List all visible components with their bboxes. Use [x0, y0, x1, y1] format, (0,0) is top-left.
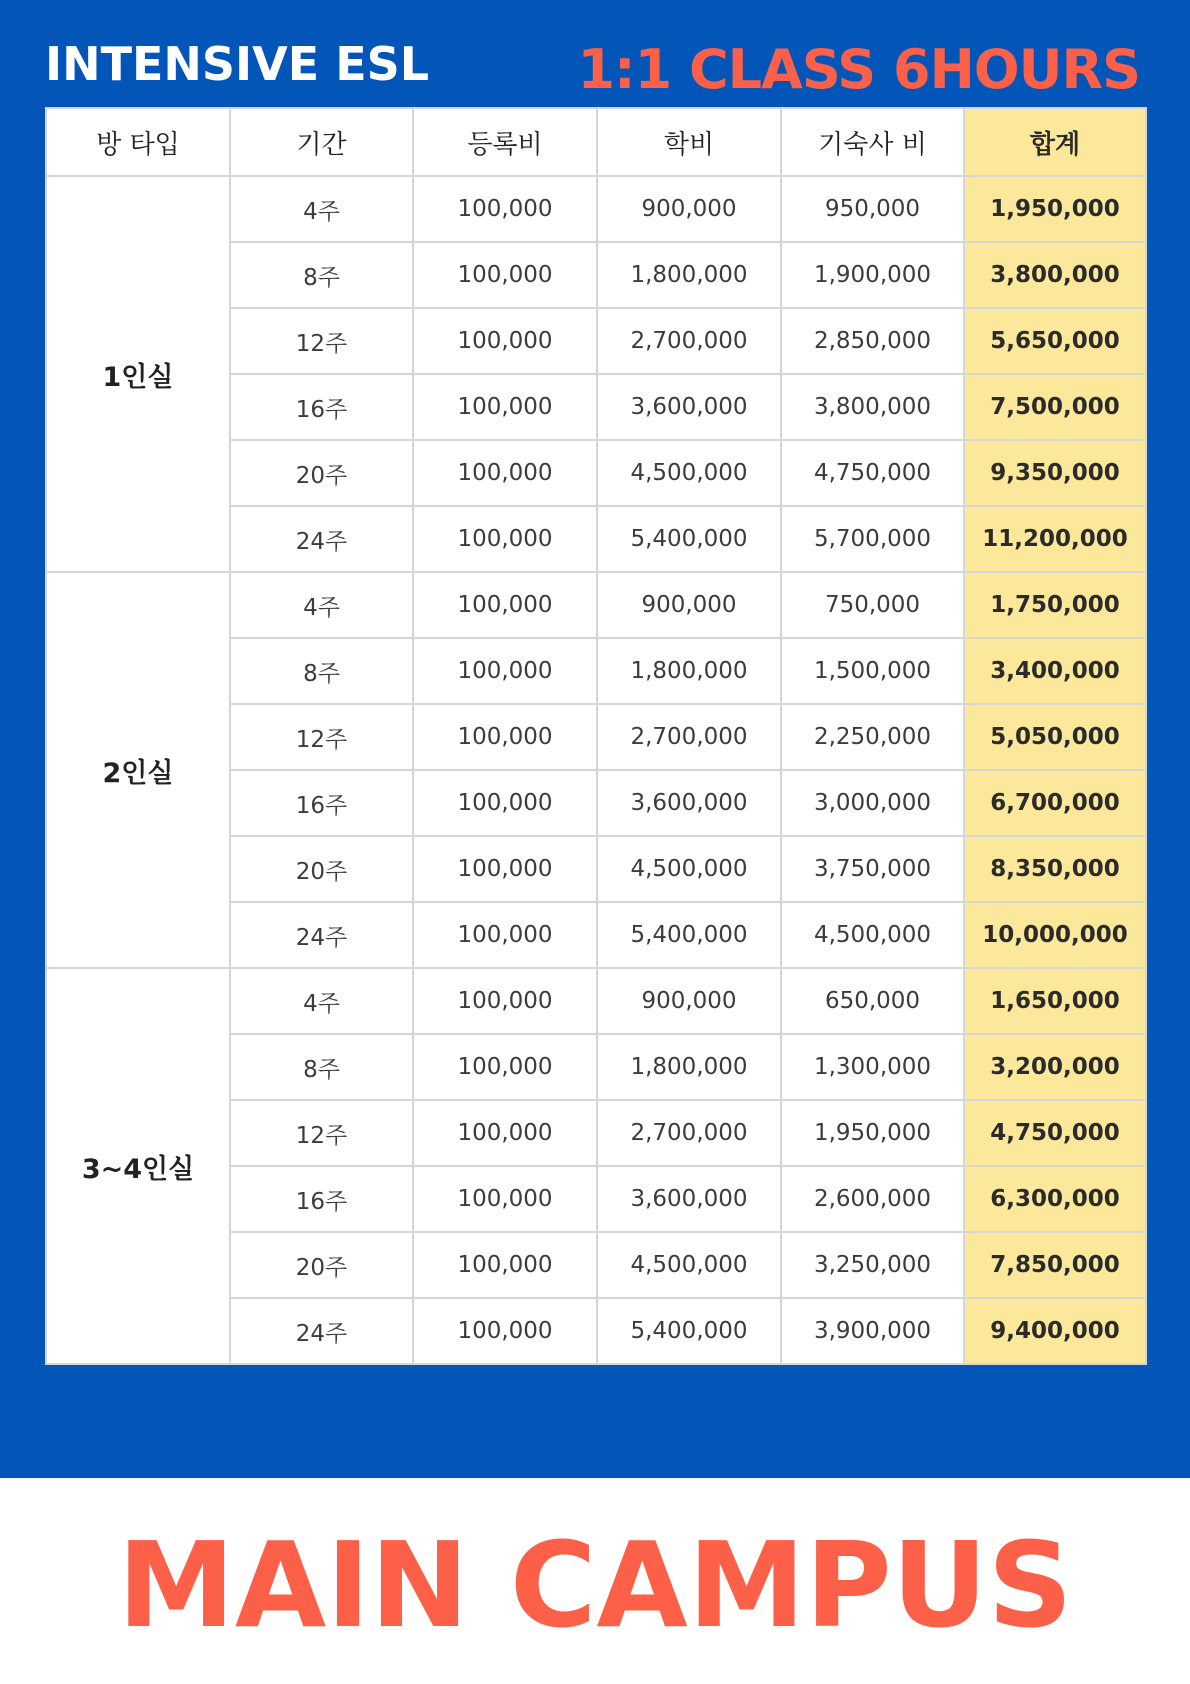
registration-fee-cell: 100,000 [413, 704, 597, 770]
room-type-cell: 3~4인실 [46, 968, 230, 1364]
total-cell: 1,650,000 [964, 968, 1146, 1034]
period-cell: 8주 [230, 638, 413, 704]
period-cell: 24주 [230, 1298, 413, 1364]
dormitory-fee-cell: 1,300,000 [781, 1034, 964, 1100]
column-header-period: 기간 [230, 108, 413, 176]
tuition-cell: 1,800,000 [597, 242, 781, 308]
total-cell: 10,000,000 [964, 902, 1146, 968]
total-cell: 4,750,000 [964, 1100, 1146, 1166]
table-row [46, 572, 1146, 638]
dormitory-fee-cell: 1,500,000 [781, 638, 964, 704]
registration-fee-cell: 100,000 [413, 638, 597, 704]
period-cell: 12주 [230, 1100, 413, 1166]
column-header-tuition: 학비 [597, 108, 781, 176]
program-title: INTENSIVE ESL [45, 37, 430, 91]
total-cell: 6,700,000 [964, 770, 1146, 836]
registration-fee-cell: 100,000 [413, 1232, 597, 1298]
tuition-cell: 4,500,000 [597, 440, 781, 506]
class-hours-title: 1:1 CLASS 6HOURS [577, 38, 1140, 101]
period-cell: 16주 [230, 770, 413, 836]
tuition-cell: 2,700,000 [597, 308, 781, 374]
room-type-cell: 1인실 [46, 176, 230, 572]
period-cell: 24주 [230, 902, 413, 968]
table-row [46, 176, 1146, 242]
total-cell: 9,400,000 [964, 1298, 1146, 1364]
tuition-cell: 2,700,000 [597, 704, 781, 770]
dormitory-fee-cell: 4,750,000 [781, 440, 964, 506]
table-header-row [46, 108, 1146, 176]
dormitory-fee-cell: 3,800,000 [781, 374, 964, 440]
total-cell: 6,300,000 [964, 1166, 1146, 1232]
total-cell: 11,200,000 [964, 506, 1146, 572]
total-cell: 3,800,000 [964, 242, 1146, 308]
column-header-total: 합계 [964, 108, 1146, 176]
total-cell: 5,650,000 [964, 308, 1146, 374]
period-cell: 4주 [230, 968, 413, 1034]
total-cell: 3,200,000 [964, 1034, 1146, 1100]
period-cell: 4주 [230, 176, 413, 242]
price-table-container [45, 107, 1145, 1365]
tuition-cell: 900,000 [597, 968, 781, 1034]
table-row [46, 968, 1146, 1034]
tuition-cell: 900,000 [597, 572, 781, 638]
total-cell: 7,850,000 [964, 1232, 1146, 1298]
registration-fee-cell: 100,000 [413, 836, 597, 902]
registration-fee-cell: 100,000 [413, 374, 597, 440]
registration-fee-cell: 100,000 [413, 308, 597, 374]
period-cell: 20주 [230, 440, 413, 506]
period-cell: 12주 [230, 308, 413, 374]
tuition-cell: 5,400,000 [597, 506, 781, 572]
period-cell: 12주 [230, 704, 413, 770]
dormitory-fee-cell: 750,000 [781, 572, 964, 638]
table-body [46, 176, 1146, 1364]
period-cell: 20주 [230, 836, 413, 902]
registration-fee-cell: 100,000 [413, 968, 597, 1034]
registration-fee-cell: 100,000 [413, 770, 597, 836]
tuition-cell: 1,800,000 [597, 1034, 781, 1100]
dormitory-fee-cell: 4,500,000 [781, 902, 964, 968]
total-cell: 9,350,000 [964, 440, 1146, 506]
period-cell: 24주 [230, 506, 413, 572]
campus-title: MAIN CAMPUS [117, 1516, 1073, 1654]
dormitory-fee-cell: 950,000 [781, 176, 964, 242]
period-cell: 20주 [230, 1232, 413, 1298]
total-cell: 8,350,000 [964, 836, 1146, 902]
column-header-registration-fee: 등록비 [413, 108, 597, 176]
registration-fee-cell: 100,000 [413, 440, 597, 506]
dormitory-fee-cell: 2,850,000 [781, 308, 964, 374]
tuition-cell: 1,800,000 [597, 638, 781, 704]
tuition-cell: 4,500,000 [597, 1232, 781, 1298]
period-cell: 4주 [230, 572, 413, 638]
registration-fee-cell: 100,000 [413, 1298, 597, 1364]
dormitory-fee-cell: 3,750,000 [781, 836, 964, 902]
tuition-cell: 5,400,000 [597, 902, 781, 968]
total-cell: 1,750,000 [964, 572, 1146, 638]
registration-fee-cell: 100,000 [413, 1166, 597, 1232]
tuition-cell: 3,600,000 [597, 770, 781, 836]
registration-fee-cell: 100,000 [413, 242, 597, 308]
registration-fee-cell: 100,000 [413, 1034, 597, 1100]
tuition-cell: 2,700,000 [597, 1100, 781, 1166]
total-cell: 7,500,000 [964, 374, 1146, 440]
tuition-cell: 4,500,000 [597, 836, 781, 902]
column-header-dormitory-fee: 기숙사 비 [781, 108, 964, 176]
total-cell: 3,400,000 [964, 638, 1146, 704]
dormitory-fee-cell: 1,900,000 [781, 242, 964, 308]
dormitory-fee-cell: 650,000 [781, 968, 964, 1034]
dormitory-fee-cell: 5,700,000 [781, 506, 964, 572]
dormitory-fee-cell: 3,000,000 [781, 770, 964, 836]
period-cell: 8주 [230, 1034, 413, 1100]
registration-fee-cell: 100,000 [413, 1100, 597, 1166]
period-cell: 16주 [230, 1166, 413, 1232]
dormitory-fee-cell: 3,900,000 [781, 1298, 964, 1364]
tuition-cell: 5,400,000 [597, 1298, 781, 1364]
tuition-cell: 3,600,000 [597, 374, 781, 440]
room-type-cell: 2인실 [46, 572, 230, 968]
registration-fee-cell: 100,000 [413, 506, 597, 572]
period-cell: 8주 [230, 242, 413, 308]
total-cell: 1,950,000 [964, 176, 1146, 242]
dormitory-fee-cell: 1,950,000 [781, 1100, 964, 1166]
total-cell: 5,050,000 [964, 704, 1146, 770]
column-header-room-type: 방 타입 [46, 108, 230, 176]
price-table [45, 107, 1147, 1365]
dormitory-fee-cell: 2,600,000 [781, 1166, 964, 1232]
tuition-cell: 3,600,000 [597, 1166, 781, 1232]
period-cell: 16주 [230, 374, 413, 440]
tuition-cell: 900,000 [597, 176, 781, 242]
registration-fee-cell: 100,000 [413, 572, 597, 638]
registration-fee-cell: 100,000 [413, 176, 597, 242]
registration-fee-cell: 100,000 [413, 902, 597, 968]
dormitory-fee-cell: 2,250,000 [781, 704, 964, 770]
dormitory-fee-cell: 3,250,000 [781, 1232, 964, 1298]
